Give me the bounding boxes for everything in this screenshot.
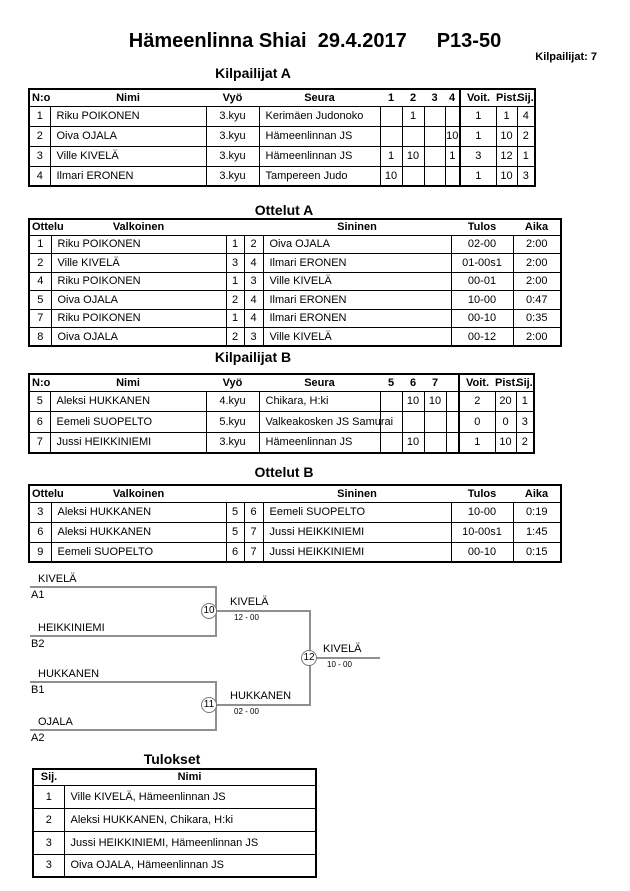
table-cell: Eemeli SUOPELTO — [50, 412, 206, 433]
bracket-line — [310, 657, 380, 659]
table-cell: Ilmari ERONEN — [263, 291, 451, 310]
header-cell: Tulos — [451, 219, 513, 235]
table-cell: 0:35 — [513, 309, 561, 328]
table-cell: 1:45 — [513, 522, 561, 542]
table-cell: 5 — [29, 291, 51, 310]
table-cell: 3 — [29, 146, 50, 166]
table-cell: 1 — [402, 106, 424, 126]
table-cell: 3.kyu — [206, 126, 259, 146]
header-cell: Nimi — [50, 374, 206, 391]
table-cell: 2 — [516, 432, 534, 453]
table-cell — [380, 126, 402, 146]
table-row — [29, 126, 535, 146]
ottelut-b-table — [28, 484, 562, 563]
header-cell: N:o — [29, 89, 50, 106]
match-score: 10 - 00 — [327, 660, 352, 669]
table-cell: 3.kyu — [206, 432, 259, 453]
header-row — [29, 219, 561, 235]
table-cell: Ville KIVELÄ — [50, 146, 206, 166]
table-cell: 2 — [33, 808, 64, 831]
table-cell — [380, 391, 402, 412]
table-row — [29, 328, 561, 347]
header-cell: Sij. — [517, 89, 535, 106]
table-cell: Riku POIKONEN — [51, 309, 226, 328]
table-cell: Hämeenlinnan JS — [259, 432, 380, 453]
table-row — [29, 391, 534, 412]
table-cell: 1 — [226, 272, 244, 291]
bracket-slot-name: HUKKANEN — [38, 668, 100, 680]
table-cell: 10 — [495, 432, 516, 453]
table-cell — [380, 432, 402, 453]
bracket-slot-seed: A2 — [31, 732, 45, 744]
table-row — [29, 166, 535, 186]
table-cell: 0:15 — [513, 542, 561, 562]
table-cell — [424, 146, 445, 166]
table-cell: 2:00 — [513, 272, 561, 291]
table-cell: 2 — [226, 328, 244, 347]
match-winner-label: KIVELÄ — [323, 643, 362, 655]
header-cell: N:o — [29, 374, 50, 391]
bracket-slot-name: HEIKKINIEMI — [38, 622, 105, 634]
table-cell — [424, 106, 445, 126]
header-row — [29, 485, 561, 502]
table-cell: 00-01 — [451, 272, 513, 291]
table-cell: Hämeenlinnan JS — [259, 146, 380, 166]
table-cell: 3 — [517, 166, 535, 186]
table-cell: 3 — [460, 146, 496, 166]
category-code: P13-50 — [436, 30, 502, 52]
table-cell: 2 — [244, 235, 263, 254]
table-cell: 1 — [445, 146, 460, 166]
table-row — [33, 785, 316, 808]
section-heading-kilpailijat-a: Kilpailijat A — [215, 65, 291, 81]
page-title — [0, 30, 630, 53]
table-row — [29, 235, 561, 254]
bracket-slot-name: KIVELÄ — [38, 573, 77, 585]
table-cell — [380, 106, 402, 126]
table-cell: 0 — [495, 412, 516, 433]
header-cell: Valkoinen — [51, 219, 226, 235]
table-cell: 1 — [33, 785, 64, 808]
bracket-line — [217, 610, 310, 612]
table-cell: Riku POIKONEN — [51, 272, 226, 291]
table-cell: Ville KIVELÄ — [263, 272, 451, 291]
table-cell: Aleksi HUKKANEN — [51, 522, 226, 542]
table-cell — [445, 166, 460, 186]
table-row — [33, 854, 316, 877]
header-cell: 6 — [402, 374, 424, 391]
table-cell: 3 — [244, 328, 263, 347]
table-cell: 3 — [29, 502, 51, 522]
table-cell: 7 — [244, 522, 263, 542]
header-cell — [226, 485, 244, 502]
bracket-line — [30, 729, 217, 731]
header-cell — [244, 219, 263, 235]
bracket-slot-seed: B2 — [31, 638, 45, 650]
table-cell: 20 — [495, 391, 516, 412]
table-row — [29, 146, 535, 166]
table-cell: 10 — [424, 391, 446, 412]
table-cell: Valkeakosken JS Samurai — [259, 412, 380, 433]
bracket-slot-seed: B1 — [31, 684, 45, 696]
header-cell: Tulos — [451, 485, 513, 502]
table-cell: 2:00 — [513, 254, 561, 273]
table-cell: Hämeenlinnan JS — [259, 126, 380, 146]
table-cell: 2 — [29, 126, 50, 146]
table-cell: 10 — [496, 126, 517, 146]
table-cell: 5 — [226, 502, 244, 522]
table-cell: 5 — [29, 391, 50, 412]
table-cell: 00-10 — [451, 542, 513, 562]
table-cell: 01-00s1 — [451, 254, 513, 273]
table-cell: 0:47 — [513, 291, 561, 310]
bracket-line — [30, 681, 217, 683]
bracket-slot-name: OJALA — [38, 716, 73, 728]
header-cell: Voit. — [459, 374, 495, 391]
table-row — [29, 106, 535, 126]
header-cell: 7 — [424, 374, 446, 391]
table-cell: 10 — [402, 146, 424, 166]
table-cell: 1 — [460, 166, 496, 186]
table-cell — [446, 391, 459, 412]
table-cell: 10 — [380, 166, 402, 186]
kilpailijat-a-table — [28, 88, 536, 187]
table-cell — [424, 432, 446, 453]
table-row — [29, 272, 561, 291]
match-score: 02 - 00 — [234, 707, 259, 716]
header-cell: Sij. — [33, 769, 64, 785]
table-cell: 3.kyu — [206, 146, 259, 166]
table-row — [29, 502, 561, 522]
table-cell: 4 — [517, 106, 535, 126]
bracket-line — [30, 586, 217, 588]
header-cell: Nimi — [50, 89, 206, 106]
table-cell: 2:00 — [513, 235, 561, 254]
header-cell: Ottelu — [29, 219, 51, 235]
table-cell: 12 — [496, 146, 517, 166]
table-cell: 4 — [29, 166, 50, 186]
table-cell: 6 — [226, 542, 244, 562]
table-cell: 0:19 — [513, 502, 561, 522]
table-cell — [402, 126, 424, 146]
table-cell — [424, 166, 445, 186]
table-cell: 2 — [459, 391, 495, 412]
table-cell: 2:00 — [513, 328, 561, 347]
table-cell: 1 — [226, 309, 244, 328]
table-row — [29, 291, 561, 310]
header-cell: Vyö — [206, 89, 259, 106]
table-cell: 5.kyu — [206, 412, 259, 433]
table-cell: Ilmari ERONEN — [263, 309, 451, 328]
match-number-badge: 11 — [201, 697, 217, 713]
table-cell: 7 — [29, 432, 50, 453]
table-cell: Aleksi HUKKANEN, Chikara, H:ki — [64, 808, 316, 831]
table-cell: 0 — [459, 412, 495, 433]
table-cell: 10 — [496, 166, 517, 186]
table-cell: Chikara, H:ki — [259, 391, 380, 412]
table-cell: 1 — [460, 126, 496, 146]
header-cell — [244, 485, 263, 502]
table-cell: 3 — [244, 272, 263, 291]
table-cell: 1 — [380, 146, 402, 166]
table-cell: 3 — [226, 254, 244, 273]
header-cell: Sininen — [263, 219, 451, 235]
table-cell: Ilmari ERONEN — [263, 254, 451, 273]
table-cell: 00-12 — [451, 328, 513, 347]
header-cell: Valkoinen — [51, 485, 226, 502]
table-cell: 1 — [29, 106, 50, 126]
header-cell: Pist. — [496, 89, 517, 106]
table-cell: Eemeli SUOPELTO — [263, 502, 451, 522]
competitor-count-label: Kilpailijat: 7 — [535, 51, 597, 63]
table-cell: Oiva OJALA — [51, 291, 226, 310]
table-row — [29, 412, 534, 433]
table-cell: 4 — [244, 254, 263, 273]
table-cell: 4.kyu — [206, 391, 259, 412]
match-winner-label: HUKKANEN — [230, 690, 292, 702]
table-cell: Oiva OJALA — [50, 126, 206, 146]
table-cell: 2 — [517, 126, 535, 146]
header-row — [29, 89, 535, 106]
table-cell — [446, 412, 459, 433]
header-cell: Voit. — [460, 89, 496, 106]
header-cell: Ottelu — [29, 485, 51, 502]
match-score: 12 - 00 — [234, 613, 259, 622]
table-row — [29, 254, 561, 273]
table-cell: 6 — [29, 412, 50, 433]
table-cell: 4 — [244, 309, 263, 328]
table-cell: Riku POIKONEN — [51, 235, 226, 254]
match-number-badge: 12 — [301, 650, 317, 666]
page-title-text: Hämeenlinna Shiai 29.4.2017 — [128, 30, 407, 52]
table-cell: Tampereen Judo — [259, 166, 380, 186]
table-cell — [445, 106, 460, 126]
table-cell: 00-10 — [451, 309, 513, 328]
table-cell: 10-00s1 — [451, 522, 513, 542]
tulokset-table — [32, 768, 317, 878]
table-cell: 5 — [226, 522, 244, 542]
bracket-line — [217, 704, 310, 706]
table-cell: 3 — [33, 831, 64, 854]
bracket-line — [30, 635, 217, 637]
table-cell: 10-00 — [451, 502, 513, 522]
table-cell: 1 — [517, 146, 535, 166]
table-cell: Ville KIVELÄ — [51, 254, 226, 273]
header-cell: Aika — [513, 485, 561, 502]
table-cell: Aleksi HUKKANEN — [51, 502, 226, 522]
table-cell: Aleksi HUKKANEN — [50, 391, 206, 412]
table-cell: 1 — [460, 106, 496, 126]
table-cell: 4 — [29, 272, 51, 291]
ottelut-a-table — [28, 218, 562, 347]
header-cell: 2 — [402, 89, 424, 106]
table-row — [29, 542, 561, 562]
table-cell: 02-00 — [451, 235, 513, 254]
table-cell: 1 — [459, 432, 495, 453]
match-winner-label: KIVELÄ — [230, 596, 269, 608]
header-cell: 5 — [380, 374, 402, 391]
table-cell: Jussi HEIKKINIEMI — [263, 542, 451, 562]
table-cell: 3.kyu — [206, 106, 259, 126]
section-heading-ottelut-b: Ottelut B — [254, 464, 314, 480]
table-row — [29, 432, 534, 453]
header-cell: Seura — [259, 374, 380, 391]
table-cell: 3 — [33, 854, 64, 877]
table-cell: 7 — [244, 542, 263, 562]
table-cell: 6 — [29, 522, 51, 542]
match-number-badge: 10 — [201, 603, 217, 619]
header-cell — [446, 374, 459, 391]
table-row — [33, 808, 316, 831]
section-heading-tulokset: Tulokset — [143, 751, 201, 767]
table-cell — [424, 412, 446, 433]
table-cell: Ville KIVELÄ, Hämeenlinnan JS — [64, 785, 316, 808]
table-cell: 10-00 — [451, 291, 513, 310]
table-cell: 4 — [244, 291, 263, 310]
header-cell: Seura — [259, 89, 380, 106]
table-cell: 8 — [29, 328, 51, 347]
kilpailijat-b-table — [28, 373, 535, 454]
header-cell — [226, 219, 244, 235]
table-cell: 3 — [516, 412, 534, 433]
table-cell — [402, 166, 424, 186]
table-cell: Ville KIVELÄ — [263, 328, 451, 347]
table-cell: Kerimäen Judonoko — [259, 106, 380, 126]
table-cell: Ilmari ERONEN — [50, 166, 206, 186]
section-heading-ottelut-a: Ottelut A — [254, 202, 314, 218]
section-heading-kilpailijat-b: Kilpailijat B — [214, 349, 292, 365]
header-cell: Sininen — [263, 485, 451, 502]
header-cell: Pist. — [495, 374, 516, 391]
table-cell: 3.kyu — [206, 166, 259, 186]
table-cell: Oiva OJALA, Hämeenlinnan JS — [64, 854, 316, 877]
header-row — [29, 374, 534, 391]
table-cell: Riku POIKONEN — [50, 106, 206, 126]
table-cell: 7 — [29, 309, 51, 328]
table-cell: Oiva OJALA — [51, 328, 226, 347]
header-cell: Nimi — [64, 769, 316, 785]
table-row — [29, 522, 561, 542]
table-row — [33, 831, 316, 854]
table-cell: 2 — [226, 291, 244, 310]
header-row — [33, 769, 316, 785]
table-cell: 6 — [244, 502, 263, 522]
table-cell — [402, 412, 424, 433]
table-cell: Jussi HEIKKINIEMI — [263, 522, 451, 542]
header-cell: 1 — [380, 89, 402, 106]
table-cell: 1 — [226, 235, 244, 254]
table-cell: 10 — [445, 126, 460, 146]
table-cell: 10 — [402, 391, 424, 412]
bracket-slot-seed: A1 — [31, 589, 45, 601]
table-cell — [446, 432, 459, 453]
table-cell: 9 — [29, 542, 51, 562]
table-cell: 1 — [516, 391, 534, 412]
table-cell: 1 — [29, 235, 51, 254]
header-cell: Vyö — [206, 374, 259, 391]
header-cell: Aika — [513, 219, 561, 235]
table-cell: Eemeli SUOPELTO — [51, 542, 226, 562]
table-cell: Jussi HEIKKINIEMI — [50, 432, 206, 453]
table-cell — [424, 126, 445, 146]
table-cell: Oiva OJALA — [263, 235, 451, 254]
header-cell: Sij. — [516, 374, 534, 391]
table-cell: 1 — [496, 106, 517, 126]
table-cell: Jussi HEIKKINIEMI, Hämeenlinnan JS — [64, 831, 316, 854]
table-cell: 10 — [402, 432, 424, 453]
table-row — [29, 309, 561, 328]
header-cell: 3 — [424, 89, 445, 106]
table-cell: 2 — [29, 254, 51, 273]
header-cell: 4 — [445, 89, 460, 106]
